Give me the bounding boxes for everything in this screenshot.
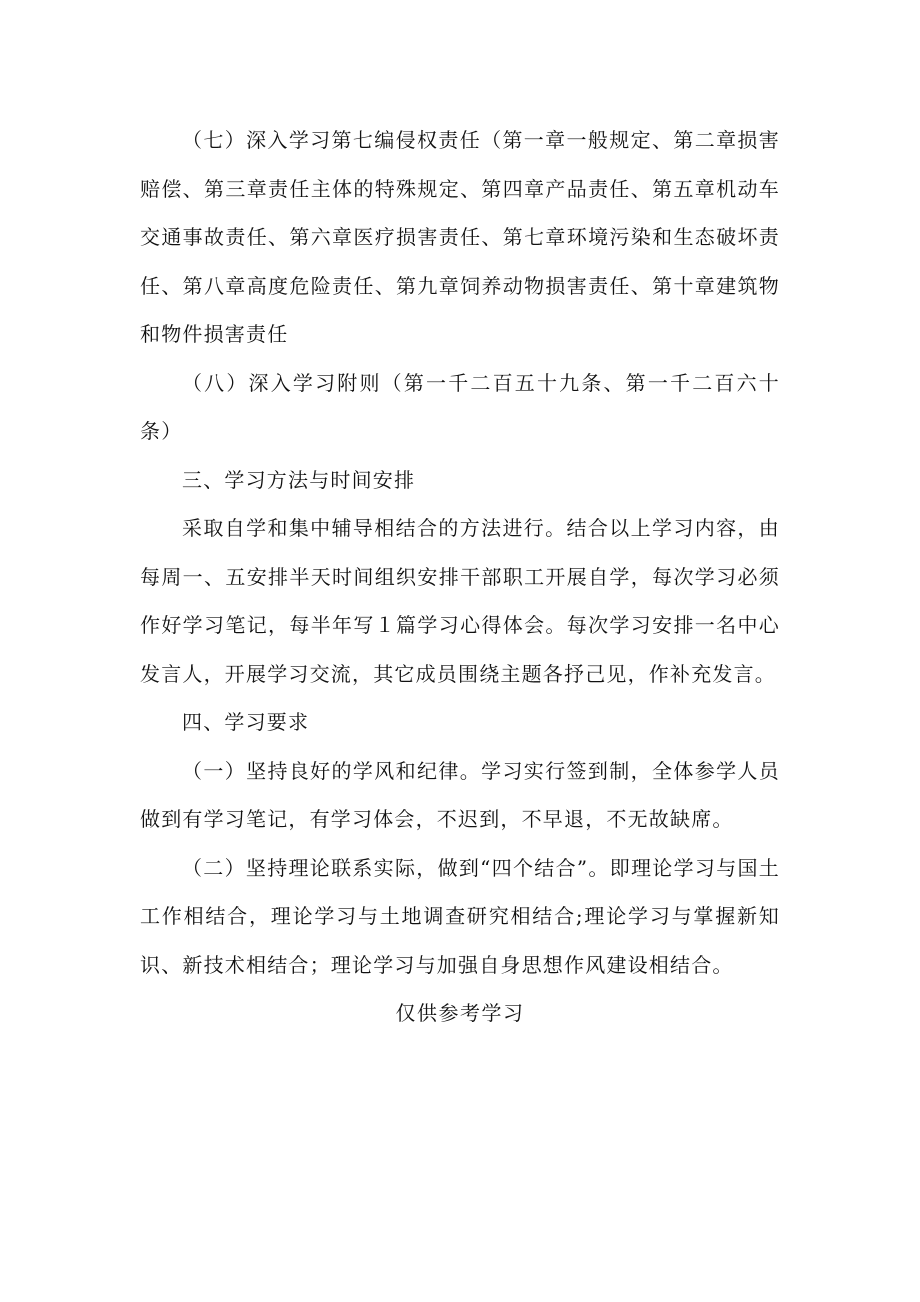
reference-note: 仅供参考学习 [395, 1001, 525, 1025]
requirement-1-paragraph: （一）坚持良好的学风和纪律。学习实行签到制，全体参学人员做到有学习笔记，有学习体会，不迟到，不早退，不无故缺席。 [140, 758, 780, 831]
section-4-heading: 四、学习要求 [182, 710, 310, 734]
section-3-heading: 三、学习方法与时间安排 [182, 467, 416, 492]
requirement-2-paragraph: （二）坚持理论联系实际，做到“四个结合”。即理论学习与国土工作相结合，理论学习与土地调查研究相结合;理论学习与掌握新知识、新技术相结合；理论学习与加强自身思想作风建设相结合。 [140, 855, 780, 977]
paragraph-item-8: （八）深入学习附则（第一千二百五十九条、第一千二百六十条） [140, 370, 780, 443]
paragraph-item-7: （七）深入学习第七编侵权责任（第一章一般规定、第二章损害赔偿、第三章责任主体的特殊规定、第四章产品责任、第五章机动车交通事故责任、第六章医疗损害责任、第七章环境污染和生态破坏责任、第八章高度危险责任、第九章饲养动物损害责任、第十章建筑物和物件损害责任 [140, 128, 780, 346]
document-page [140, 116, 780, 1038]
section-3-body: 采取自学和集中辅导相结合的方法进行。结合以上学习内容，由每周一、五安排半天时间组织安排干部职工开展自学，每次学习必须作好学习笔记，每半年写１篇学习心得体会。每次学习安排一名中心发言人，开展学习交流，其它成员围绕主题各抒己见，作补充发言。 [140, 516, 780, 686]
